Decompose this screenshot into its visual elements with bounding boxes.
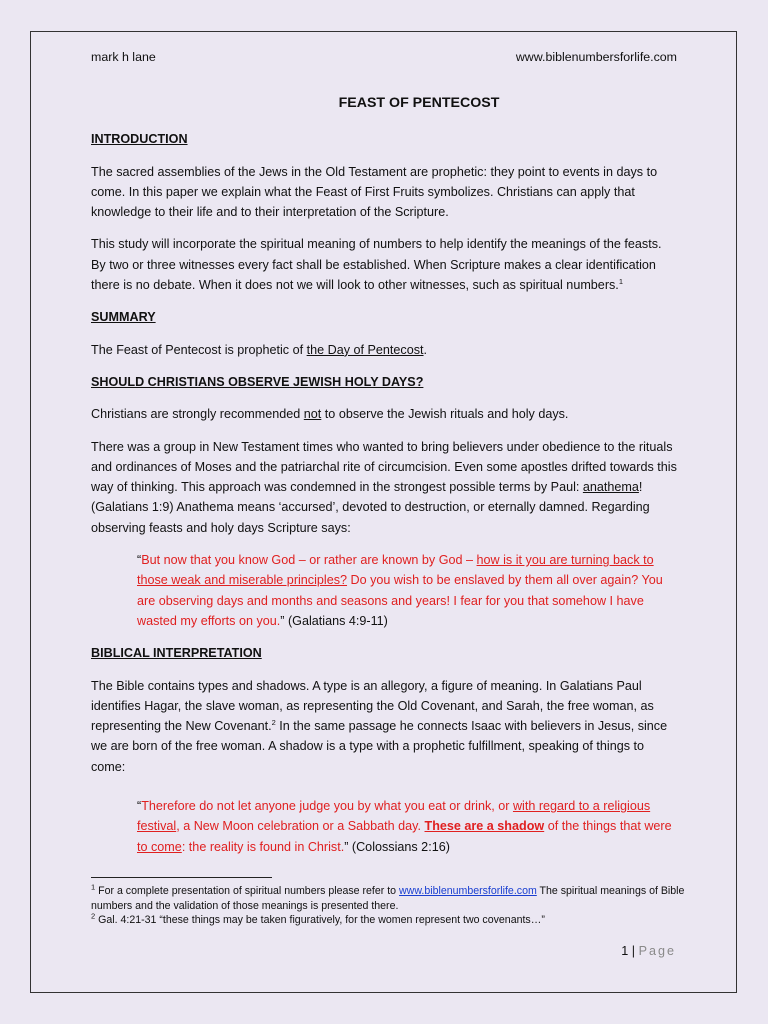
quote2-red-2: , a New Moon celebration or a Sabbath day. [176, 819, 425, 834]
intro-paragraph-2 [91, 234, 677, 295]
observe-p1-a: Christians are strongly recommended [91, 407, 304, 422]
running-header [91, 47, 677, 67]
footnote-divider [91, 877, 272, 878]
footnote-1-link[interactable]: www.biblenumbersforlife.com [399, 885, 537, 897]
observe-p2-a: There was a group in New Testament times who wanted to bring believers under obedience to the rituals and ordinances of Moses and the patriarchal rite of circumcision. Even some apostles drifted towards this way of thinking. This approach was condemned in the strongest possible terms by Paul: [91, 439, 677, 495]
heading-summary: SUMMARY [91, 310, 156, 325]
quote2-red-bold-underlined: These are a shadow [424, 819, 545, 834]
page-content [91, 47, 677, 857]
intro-paragraph-2-text: This study will incorporate the spiritual meaning of numbers to help identify the meanings of the feasts. By two or three witnesses every fact shall be established. When Scripture makes a clear identification there is no debate. When it does not we will look to other witnesses, such as spiritual numbers. [91, 237, 662, 293]
heading-interpretation: BIBLICAL INTERPRETATION [91, 646, 262, 661]
interp-p1-b: In the same passage he connects Isaac with believers in Jesus, since we are born of the free woman. A shadow is a type with a prophetic fulfillment, speaking of things to come: [91, 719, 668, 774]
footnote-1-text-b: The spiritual meanings of Bible numbers and the validation of those meanings is presented there. [91, 885, 685, 912]
document-page [30, 31, 737, 993]
footnote-2-text: Gal. 4:21-31 “these things may be taken figuratively, for the women represent two covenants…” [95, 914, 545, 926]
observe-p2-anathema: anathema [582, 480, 639, 495]
footnote-1 [91, 884, 691, 913]
footnotes [91, 884, 691, 928]
footnote-1-text-a: For a complete presentation of spiritual numbers please refer to [95, 885, 400, 897]
quote1-close: ” (Galatians 4:9-11) [280, 613, 388, 628]
summary-text-b: . [423, 342, 428, 357]
quote2-red-underlined-2: to come [137, 839, 182, 854]
footnote-2 [91, 913, 691, 928]
page-number-value: 1 [621, 944, 629, 958]
observe-p1-b: to observe the Jewish rituals and holy days. [321, 407, 569, 422]
page-number-label: Page [638, 944, 676, 958]
quote2-close: ” (Colossians 2:16) [344, 839, 450, 854]
footnote-ref-2: 2 [271, 717, 276, 727]
quote1-red-underlined: how is it you are turning back to those weak and miserable principles? [137, 553, 654, 588]
heading-observe: SHOULD CHRISTIANS OBSERVE JEWISH HOLY DAYS? [91, 374, 424, 389]
quote2-red-3: of the things that were [544, 819, 672, 834]
quote2-red-underlined-1: with regard to a religious festival [137, 799, 651, 834]
interp-p1-a: The Bible contains types and shadows. A type is an allegory, a figure of meaning. In Galatians Paul identifies Hagar, the slave woman, as representing the Old Covenant, and Sarah, the free woman, as representing the New Covenant. [91, 678, 654, 734]
summary-text-a: The Feast of Pentecost is prophetic of [91, 342, 307, 357]
quote2-open: “ [137, 799, 142, 814]
intro-paragraph-1: The sacred assemblies of the Jews in the Old Testament are prophetic: they point to events in days to come. In this paper we explain what the Feast of First Fruits symbolizes. Christians can apply that knowledge to their life and to their interpretation of the Scripture. [91, 164, 658, 220]
quote2-red-1: Therefore do not let anyone judge you by what you eat or drink, or [141, 799, 513, 814]
summary-paragraph [91, 340, 677, 360]
galatians-quote [137, 550, 677, 631]
footnote-1-number: 1 [91, 882, 96, 892]
interp-paragraph-1 [91, 676, 677, 777]
observe-p1-not: not [303, 407, 322, 422]
footnote-2-number: 2 [91, 911, 96, 921]
document-title: FEAST OF PENTECOST [338, 95, 500, 111]
page-number-separator: | [628, 944, 639, 958]
summary-underlined: the Day of Pentecost [306, 342, 424, 357]
header-author: mark h lane [91, 50, 156, 64]
footnote-ref-1: 1 [618, 276, 623, 286]
heading-introduction: INTRODUCTION [91, 132, 188, 147]
observe-paragraph-2 [91, 437, 677, 538]
observe-p2-b: ! (Galatians 1:9) Anathema means ‘accursed’, devoted to destruction, or eternally damned. Regarding observing feasts and holy days Scripture says: [91, 480, 650, 535]
quote1-open: “ [137, 553, 142, 568]
quote1-red-2: Do you wish to be enslaved by them all over again? You are observing days and months and seasons and years! I fear for you that somehow I have wasted my efforts on you. [137, 573, 663, 628]
observe-paragraph-1 [91, 404, 677, 424]
header-site: www.biblenumbersforlife.com [515, 50, 677, 64]
page-number [621, 944, 676, 958]
quote1-red-1: But now that you know God – or rather are known by God – [141, 553, 477, 568]
colossians-quote [137, 796, 677, 857]
quote2-red-4: : the reality is found in Christ. [181, 839, 345, 854]
